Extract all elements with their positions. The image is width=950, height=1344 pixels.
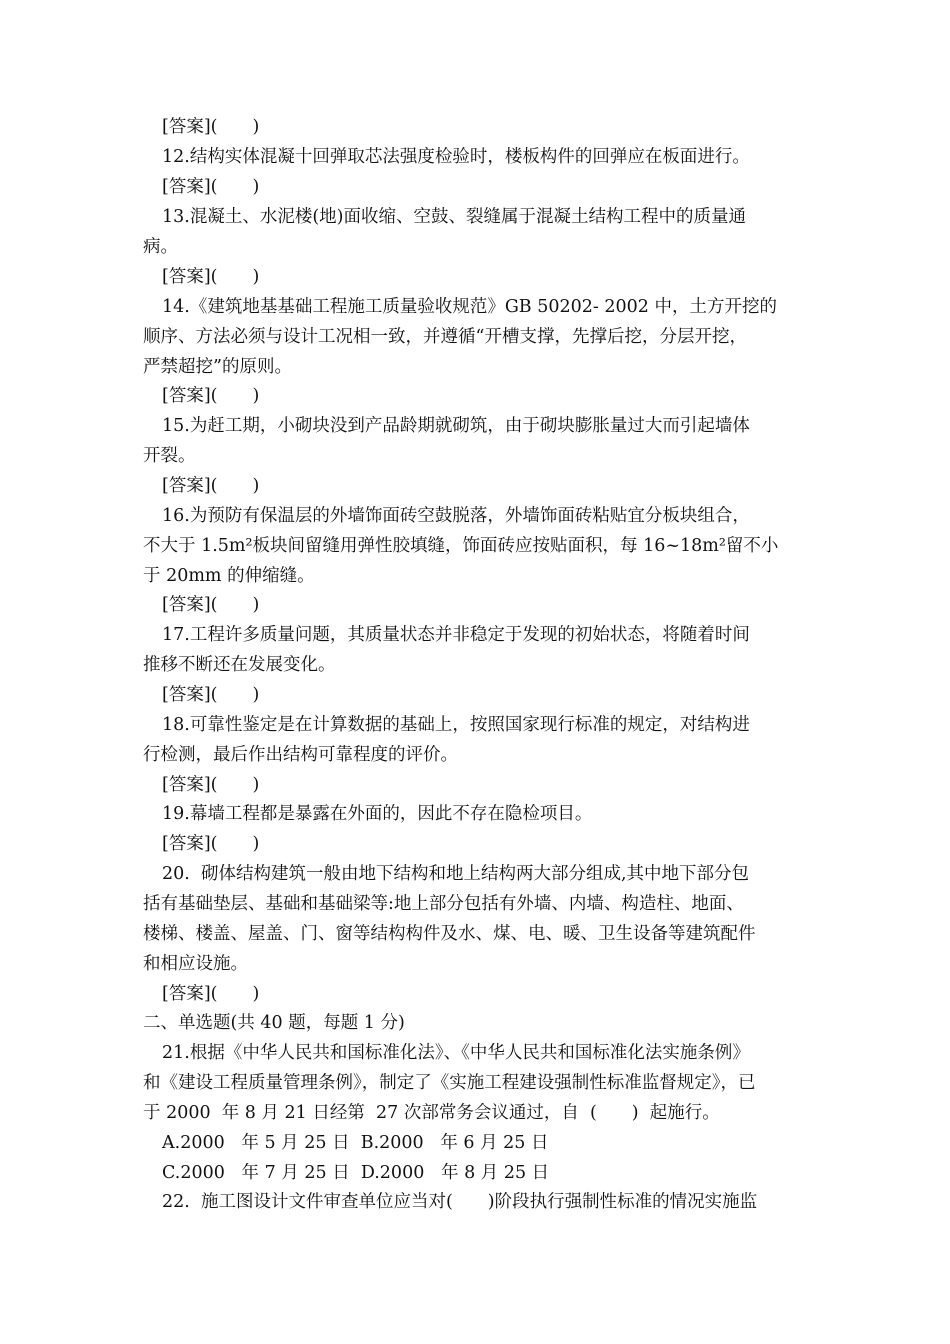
question-21-options: A.2000 年 5 月 25 日 B.2000 年 6 月 25 日 bbox=[162, 1133, 549, 1153]
answer-line: [答案]( ) bbox=[162, 177, 260, 197]
question-19: 19.幕墙工程都是暴露在外面的，因此不存在隐检项目。 bbox=[162, 804, 593, 824]
question-12: 12.结构实体混凝十回弹取芯法强度检验时，楼板构件的回弹应在板面进行。 bbox=[162, 147, 750, 167]
question-13-cont: 病。 bbox=[143, 237, 178, 257]
question-15: 15.为赶工期，小砌块没到产品龄期就砌筑，由于砌块膨胀量过大而引起墙体 bbox=[162, 416, 750, 436]
answer-line: [答案]( ) bbox=[162, 267, 260, 287]
question-22: 22. 施工图设计文件审查单位应当对( )阶段执行强制性标准的情况实施监 bbox=[162, 1192, 758, 1212]
answer-line: [答案]( ) bbox=[162, 386, 260, 406]
question-21-cont: 于 2000 年 8 月 21 日经第 27 次部常务会议通过，自 ( ) 起施行。 bbox=[143, 1103, 720, 1123]
question-15-cont: 开裂。 bbox=[143, 446, 196, 466]
question-20: 20. 砌体结构建筑一般由地下结构和地上结构两大部分组成,其中地下部分包 bbox=[162, 864, 750, 884]
question-18-cont: 行检测，最后作出结构可靠程度的评价。 bbox=[143, 745, 458, 765]
question-17: 17.工程许多质量问题，其质量状态并非稳定于发现的初始状态，将随着时间 bbox=[162, 625, 750, 645]
question-14-cont: 顺序、方法必须与设计工况相一致，并遵循“开槽支撑，先撑后挖，分层开挖， bbox=[143, 327, 747, 347]
question-14: 14.《建筑地基基础工程施工质量验收规范》GB 50202- 2002 中，土方开挖的 bbox=[162, 297, 777, 317]
answer-line: [答案]( ) bbox=[162, 834, 260, 854]
question-20-cont: 括有基础垫层、基础和基础梁等:地上部分包括有外墙、内墙、构造柱、地面、 bbox=[143, 894, 744, 914]
question-21: 21.根据《中华人民共和国标准化法》、《中华人民共和国标准化法实施条例》 bbox=[162, 1043, 750, 1063]
answer-line: [答案]( ) bbox=[162, 595, 260, 615]
question-20-cont: 楼梯、楼盖、屋盖、门、窗等结构构件及水、煤、电、暖、卫生设备等建筑配件 bbox=[143, 924, 756, 944]
section-heading: 二、单选题(共 40 题，每题 1 分) bbox=[143, 1013, 405, 1033]
question-16: 16.为预防有保温层的外墙饰面砖空鼓脱落，外墙饰面砖粘贴宜分板块组合， bbox=[162, 506, 750, 526]
question-21-options: C.2000 年 7 月 25 日 D.2000 年 8 月 25 日 bbox=[162, 1163, 550, 1183]
question-13: 13.混凝土、水泥楼(地)面收缩、空鼓、裂缝属于混凝土结构工程中的质量通 bbox=[162, 207, 746, 227]
question-17-cont: 推移不断还在发展变化。 bbox=[143, 655, 336, 675]
answer-line: [答案]( ) bbox=[162, 476, 260, 496]
question-14-cont: 严禁超挖”的原则。 bbox=[143, 357, 292, 377]
question-20-cont: 和相应设施。 bbox=[143, 954, 248, 974]
answer-line: [答案]( ) bbox=[162, 984, 260, 1004]
answer-line: [答案]( ) bbox=[162, 117, 260, 137]
question-16-cont: 于 20mm 的伸缩缝。 bbox=[143, 566, 315, 586]
question-16-cont: 不大于 1.5m²板块间留缝用弹性胶填缝，饰面砖应按贴面积，每 16~18m²留不小 bbox=[143, 536, 779, 556]
answer-line: [答案]( ) bbox=[162, 775, 260, 795]
question-21-cont: 和《建设工程质量管理条例》，制定了《实施工程建设强制性标准监督规定》，已 bbox=[143, 1073, 756, 1093]
answer-line: [答案]( ) bbox=[162, 685, 260, 705]
question-18: 18.可靠性鉴定是在计算数据的基础上，按照国家现行标准的规定，对结构进 bbox=[162, 715, 750, 735]
